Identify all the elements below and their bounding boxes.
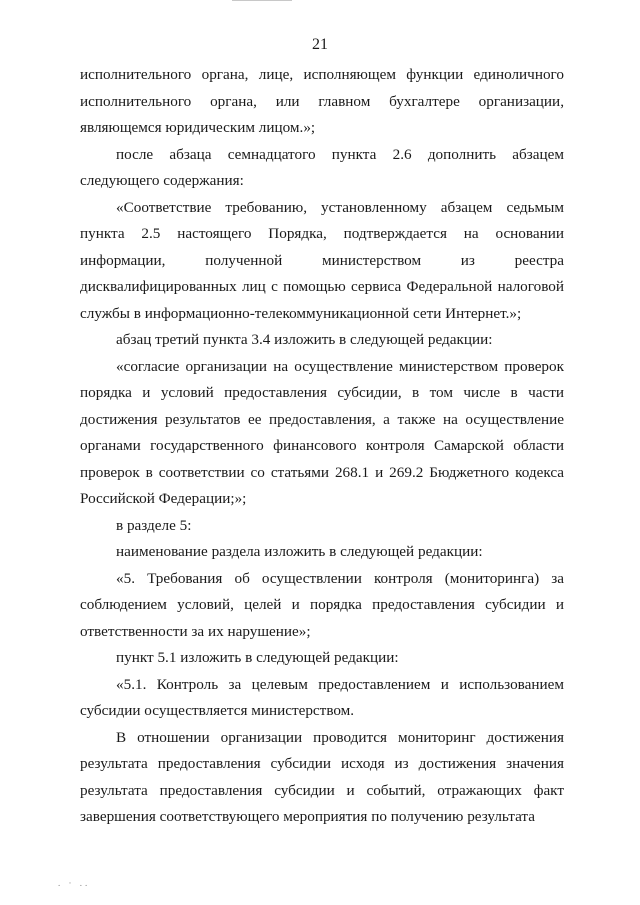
document-body bbox=[80, 62, 564, 831]
paragraph: «5. Требования об осуществлении контроля (мониторинга) за соблюдением условий, целей и порядка предоставления субсидии и ответственности за их нарушение»; bbox=[80, 569, 564, 640]
paragraph: в разделе 5: bbox=[116, 516, 192, 534]
paragraph: пункт 5.1 изложить в следующей редакции: bbox=[116, 649, 399, 666]
paragraph: «согласие организации на осуществление министерством проверок порядка и условий предоставления субсидии, в том числе в части достижения результатов ее предоставления, а также на осуществление органами государственного финансового контроля Самарской области проверок в соответствии со статьями 268.1 и 269.2 Бюджетного кодекса Российской Федерации;»; bbox=[80, 357, 564, 507]
scan-artifact-marks: . · .. bbox=[58, 878, 91, 888]
top-divider bbox=[232, 0, 292, 1]
paragraph: «5.1. Контроль за целевым предоставлением и использованием субсидии осуществляется министерством. bbox=[80, 675, 564, 719]
paragraph: исполнительного органа, лице, исполняющем функции единоличного исполнительного органа, или главном бухгалтере организации, являющемся юридическим лицом.»; bbox=[80, 66, 564, 136]
paragraph: после абзаца семнадцатого пункта 2.6 дополнить абзацем следующего содержания: bbox=[80, 145, 564, 189]
paragraph: наименование раздела изложить в следующей редакции: bbox=[116, 543, 483, 560]
paragraph: «Соответствие требованию, установленному абзацем седьмым пункта 2.5 настоящего Порядка, подтверждается на основании информации, полученной министерством из реестра дисквалифицированных лиц с помощью сервиса Федеральной налоговой службы в информационно-телекоммуникационной сети Интернет.»; bbox=[80, 198, 564, 322]
paragraph: В отношении организации проводится мониторинг достижения результата предоставления субсидии исходя из достижения значения результата предоставления субсидии и событий, отражающих факт завершения соответствующего мероприятия по получению результата bbox=[80, 728, 564, 825]
paragraph: абзац третий пункта 3.4 изложить в следующей редакции: bbox=[116, 331, 493, 348]
page-number: 21 bbox=[312, 36, 328, 53]
